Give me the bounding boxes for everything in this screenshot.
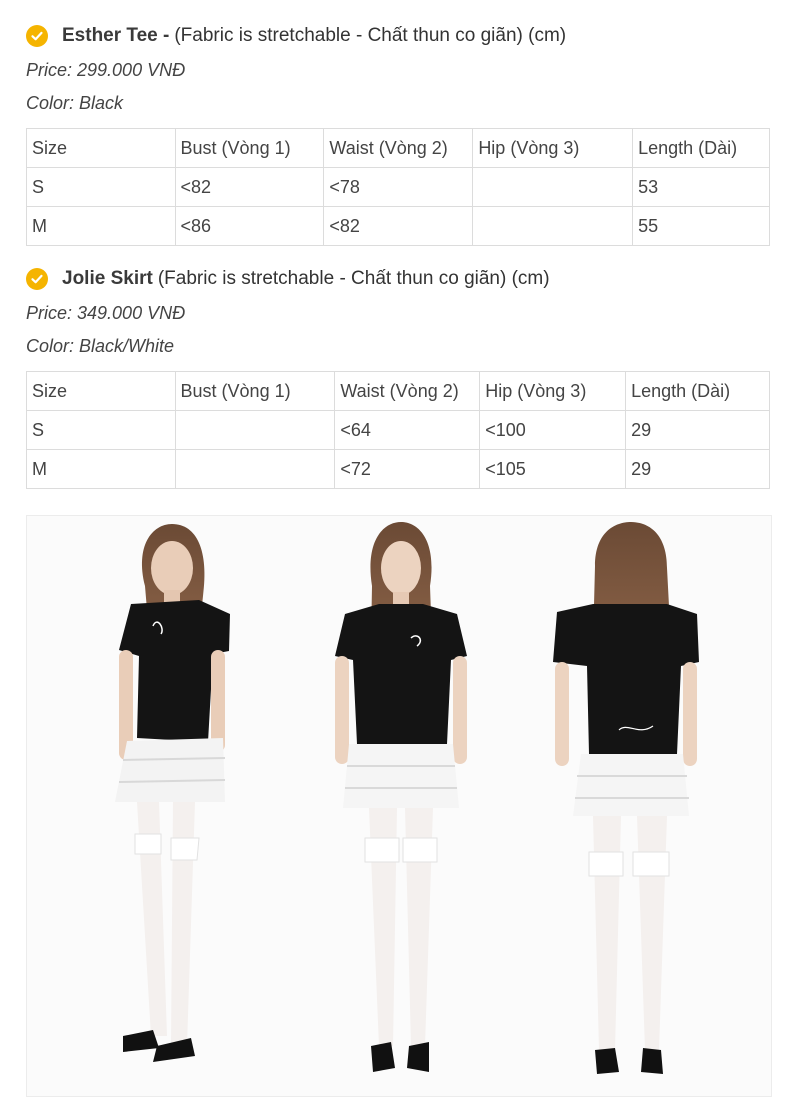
- model-front-view: [335, 522, 467, 1072]
- table-cell: M: [27, 207, 176, 246]
- header-cell: Length (Dài): [633, 129, 770, 168]
- size-table: [26, 371, 770, 489]
- model-illustration: [27, 516, 771, 1096]
- header-cell: Size: [27, 129, 176, 168]
- table-cell: <82: [175, 168, 324, 207]
- product-price: Price: 349.000 VNĐ: [26, 303, 186, 323]
- header-cell: Bust (Vòng 1): [175, 129, 324, 168]
- table-row: [27, 411, 770, 450]
- table-cell: [175, 411, 335, 450]
- table-cell: S: [27, 411, 176, 450]
- table-row: [27, 168, 770, 207]
- table-cell: [473, 207, 633, 246]
- table-row: [27, 450, 770, 489]
- product-name: Esther Tee -: [62, 25, 170, 46]
- table-header-row: [27, 129, 770, 168]
- header-cell: Hip (Vòng 3): [480, 372, 626, 411]
- product-title: [26, 265, 770, 293]
- table-cell: 53: [633, 168, 770, 207]
- product-note: (Fabric is stretchable - Chất thun co giãn) (cm): [174, 25, 567, 46]
- table-row: [27, 207, 770, 246]
- product-esther-tee: [26, 22, 770, 246]
- table-cell: 29: [626, 450, 770, 489]
- table-cell: <105: [480, 450, 626, 489]
- size-table: [26, 128, 770, 246]
- product-color: Color: Black: [26, 93, 124, 113]
- table-cell: <82: [324, 207, 473, 246]
- table-cell: <100: [480, 411, 626, 450]
- check-circle-icon: [26, 268, 48, 290]
- table-cell: <86: [175, 207, 324, 246]
- product-note: (Fabric is stretchable - Chất thun co giãn) (cm): [157, 268, 550, 289]
- header-cell: Length (Dài): [626, 372, 770, 411]
- header-cell: Waist (Vòng 2): [324, 129, 473, 168]
- table-header-row: [27, 372, 770, 411]
- table-cell: S: [27, 168, 176, 207]
- header-cell: Size: [27, 372, 176, 411]
- product-title: [26, 22, 770, 50]
- table-cell: [175, 450, 335, 489]
- table-cell: <64: [335, 411, 480, 450]
- table-cell: M: [27, 450, 176, 489]
- table-cell: <72: [335, 450, 480, 489]
- product-price: Price: 299.000 VNĐ: [26, 60, 186, 80]
- table-cell: [473, 168, 633, 207]
- product-photo: [26, 515, 772, 1097]
- header-cell: Hip (Vòng 3): [473, 129, 633, 168]
- check-circle-icon: [26, 25, 48, 47]
- table-cell: <78: [324, 168, 473, 207]
- table-cell: 29: [626, 411, 770, 450]
- header-cell: Bust (Vòng 1): [175, 372, 335, 411]
- model-back-view: [553, 522, 699, 1074]
- header-cell: Waist (Vòng 2): [335, 372, 480, 411]
- table-cell: 55: [633, 207, 770, 246]
- product-color: Color: Black/White: [26, 336, 175, 356]
- product-jolie-skirt: [26, 265, 770, 489]
- product-name: Jolie Skirt: [62, 268, 153, 289]
- model-side-view: [115, 524, 230, 1062]
